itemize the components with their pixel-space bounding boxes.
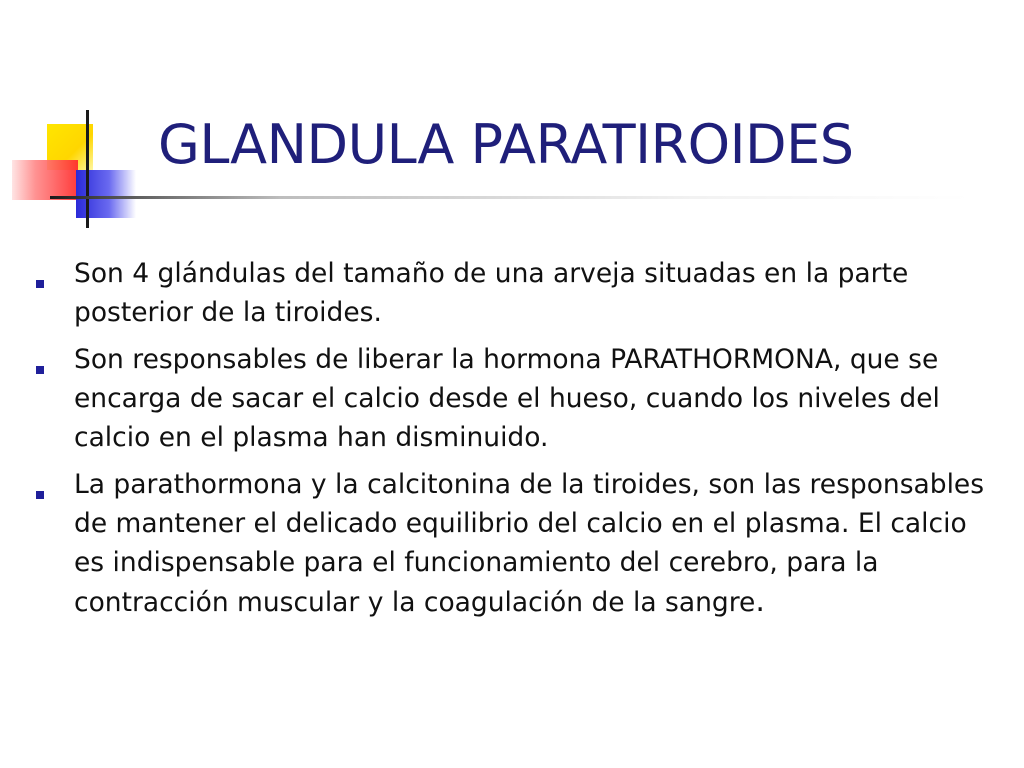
bullet-item-3 xyxy=(30,465,990,622)
bullet-list xyxy=(30,254,990,630)
decorative-logo xyxy=(0,0,160,240)
title-underline-rule xyxy=(50,196,970,199)
bullet-text: La parathormona y la calcitonina de la tiroides, son las responsables de mantener el delicado equilibrio del calcio en el plasma. El calcio es indispensable para el funcionamiento del cerebro, para la contracción muscular y la coagulación de la sangre xyxy=(74,469,985,618)
bullet-square-icon xyxy=(36,280,44,288)
logo-blue-square xyxy=(76,170,136,218)
bullet-emphasis: PARATHORMONA xyxy=(610,344,833,375)
bullet-end-period: . xyxy=(755,584,765,619)
bullet-text: Son 4 glándulas del tamaño de una arveja situadas en la parte posterior de la tiroides. xyxy=(74,258,909,328)
bullet-item-1 xyxy=(30,254,990,332)
bullet-text-after: , que se encarga de sacar el calcio desde el hueso, cuando los niveles del calcio en el plasma han disminuido. xyxy=(74,344,940,453)
bullet-item-2 xyxy=(30,340,990,457)
slide-title: GLANDULA PARATIROIDES xyxy=(158,113,854,176)
logo-red-square xyxy=(12,160,78,200)
bullet-square-icon xyxy=(36,491,44,499)
bullet-square-icon xyxy=(36,366,44,374)
logo-vertical-line xyxy=(86,110,89,228)
bullet-text-before: Son responsables de liberar la hormona xyxy=(74,344,611,375)
